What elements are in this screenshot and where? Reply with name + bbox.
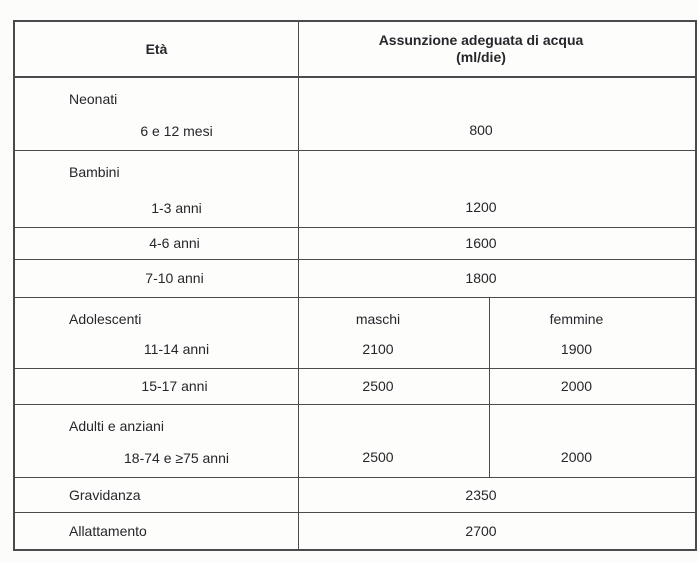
group-label-bambini: Bambini (69, 164, 120, 180)
header-intake-line2: (ml/die) (456, 49, 506, 65)
age-label-7-10-anni: 7-10 anni (145, 270, 204, 286)
header-age-cell (15, 22, 298, 76)
row-15-17-age-cell (15, 368, 298, 404)
group-label-adulti-anziani: Adulti e anziani (69, 418, 164, 434)
row-15-17-female-cell (489, 368, 695, 404)
row-7-10-age-cell (15, 259, 298, 297)
row-bambini-age-cell (15, 150, 298, 227)
row-neonati-age-cell (15, 76, 298, 150)
age-label-1-3-anni: 1-3 anni (151, 200, 202, 216)
row-15-17-male-cell (298, 368, 489, 404)
value-11-14-femmine: 1900 (560, 341, 593, 357)
header-age-label: Età (145, 40, 168, 57)
label-allattamento: Allattamento (69, 522, 147, 539)
row-adulti-female-cell (489, 404, 695, 477)
group-label-adolescenti: Adolescenti (69, 311, 142, 327)
row-allattamento-age-cell (15, 512, 298, 549)
row-gravidanza-value-cell (298, 477, 695, 512)
age-label-6-12-mesi: 6 e 12 mesi (140, 123, 213, 139)
row-4-6-age-cell (15, 227, 298, 259)
row-adulti-male-cell (298, 404, 489, 477)
row-adolescenti-female-cell (489, 297, 695, 368)
row-bambini-value-cell (298, 150, 695, 227)
row-7-10-value-cell (298, 259, 695, 297)
age-label-18-74-anni: 18-74 e ≥75 anni (124, 450, 229, 466)
age-label-4-6-anni: 4-6 anni (149, 235, 200, 251)
value-11-14-maschi: 2100 (362, 341, 394, 357)
value-neonati: 800 (469, 122, 493, 138)
row-adolescenti-age-cell (15, 297, 298, 368)
value-adulti-femmine: 2000 (560, 449, 593, 465)
header-intake-cell (298, 22, 695, 76)
value-4-6-anni: 1600 (465, 235, 497, 251)
subheader-femmine: femmine (549, 311, 604, 327)
value-7-10-anni: 1800 (465, 270, 497, 286)
value-allattamento: 2700 (465, 522, 497, 539)
row-gravidanza-age-cell (15, 477, 298, 512)
value-gravidanza: 2350 (465, 486, 497, 503)
row-adolescenti-male-cell (298, 297, 489, 368)
water-intake-table (13, 20, 697, 551)
row-4-6-value-cell (298, 227, 695, 259)
row-neonati-value-cell (298, 76, 695, 150)
header-intake-line1: Assunzione adeguata di acqua (378, 32, 584, 48)
age-label-11-14-anni: 11-14 anni (143, 341, 210, 357)
value-1-3-anni: 1200 (465, 199, 497, 215)
age-label-15-17-anni: 15-17 anni (141, 378, 208, 394)
value-15-17-femmine: 2000 (560, 378, 593, 394)
group-label-neonati: Neonati (69, 91, 118, 107)
value-15-17-maschi: 2500 (362, 378, 394, 394)
subheader-maschi: maschi (355, 311, 401, 327)
value-adulti-maschi: 2500 (362, 449, 394, 465)
row-adulti-age-cell (15, 404, 298, 477)
label-gravidanza: Gravidanza (69, 486, 141, 503)
row-allattamento-value-cell (298, 512, 695, 549)
